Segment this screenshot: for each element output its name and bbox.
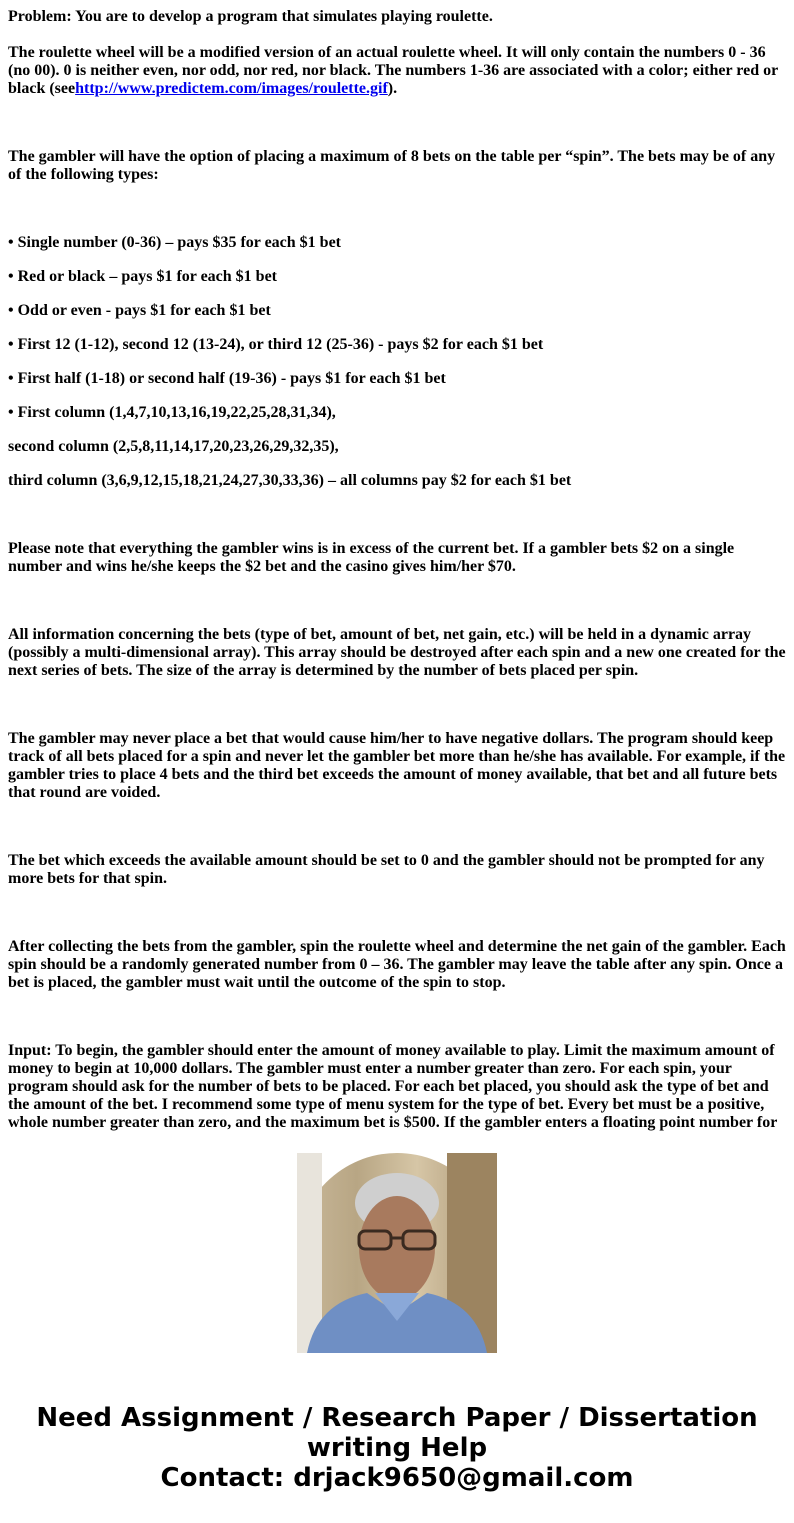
- bullet-item: • First column (1,4,7,10,13,16,19,22,25,28,31,34),: [8, 404, 336, 421]
- bullet-item: second column (2,5,8,11,14,17,20,23,26,29,32,35),: [8, 438, 339, 455]
- person-photo: [297, 1153, 497, 1353]
- roulette-image-link[interactable]: http://www.predictem.com/images/roulette.gif: [75, 80, 388, 97]
- paragraph-exceed: The bet which exceeds the available amount should be set to 0 and the gambler should not be prompted for any more bets for that spin.: [8, 852, 765, 887]
- paragraph-winnings: Please note that everything the gambler wins is in excess of the current bet. If a gambler bets $2 on a single number and wins he/she keeps the $2 bet and the casino gives him/her $70.: [8, 540, 735, 575]
- paragraph-negative: The gambler may never place a bet that would cause him/her to have negative dollars. The program should keep track of all bets placed for a spin and never let the gambler bet more than he/she has available. For example, if the gambler tries to place 4 bets and the third bet exceeds the amount of money available, that bet and all future bets that round are voided.: [8, 730, 786, 801]
- bullet-item: • First 12 (1-12), second 12 (13-24), or third 12 (25-36) - pays $2 for each $1 bet: [8, 336, 544, 353]
- bullet-item: • Single number (0-36) – pays $35 for each $1 bet: [8, 234, 342, 251]
- footer-banner: [0, 1403, 794, 1493]
- footer-help-text: Need Assignment / Research Paper / Dissertation writing Help: [36, 1403, 758, 1463]
- avatar: [297, 1153, 497, 1353]
- paragraph-text: ).: [387, 80, 398, 97]
- paragraph-input: Input: To begin, the gambler should enter the amount of money available to play. Limit the maximum amount of money to begin at 10,000 dollars. The gambler must enter a number greater than zero. For each spin, your program should ask for the number of bets to be placed. For each bet placed, you should ask the type of bet and the amount of the bet. I recommend some type of menu system for the type of bet. Every bet must be a positive, whole number greater than zero, and the maximum bet is $500. If the gambler enters a floating point number for: [8, 1042, 778, 1131]
- problem-document: [8, 8, 788, 1131]
- paragraph-text: The roulette wheel will be a modified version of an actual roulette wheel. It will only contain the numbers 0 - 36 (no 00). 0 is neither even, nor odd, nor red, nor black. The numbers 1-36 are associated with a color; either red or black (see: [8, 44, 778, 97]
- problem-title: Problem: You are to develop a program that simulates playing roulette.: [8, 8, 493, 25]
- bullet-item: • Red or black – pays $1 for each $1 bet: [8, 268, 278, 285]
- paragraph-array: All information concerning the bets (type of bet, amount of bet, net gain, etc.) will be held in a dynamic array (possibly a multi-dimensional array). This array should be destroyed after each spin and a new one created for the next series of bets. The size of the array is determined by the number of bets placed per spin.: [8, 626, 786, 679]
- footer-contact: Contact: drjack9650@gmail.com: [160, 1463, 634, 1493]
- bullet-item: • Odd or even - pays $1 for each $1 bet: [8, 302, 271, 319]
- paragraph-bets: The gambler will have the option of placing a maximum of 8 bets on the table per “spin”. The bets may be of any of the following types:: [8, 148, 776, 183]
- paragraph-wheel: [8, 44, 788, 98]
- bullet-item: • First half (1-18) or second half (19-36) - pays $1 for each $1 bet: [8, 370, 446, 387]
- paragraph-spin: After collecting the bets from the gambler, spin the roulette wheel and determine the net gain of the gambler. Each spin should be a randomly generated number from 0 – 36. The gambler may leave the table after any spin. Once a bet is placed, the gambler must wait until the outcome of the spin to stop.: [8, 938, 786, 991]
- bullet-item: third column (3,6,9,12,15,18,21,24,27,30,33,36) – all columns pay $2 for each $1 bet: [8, 472, 572, 489]
